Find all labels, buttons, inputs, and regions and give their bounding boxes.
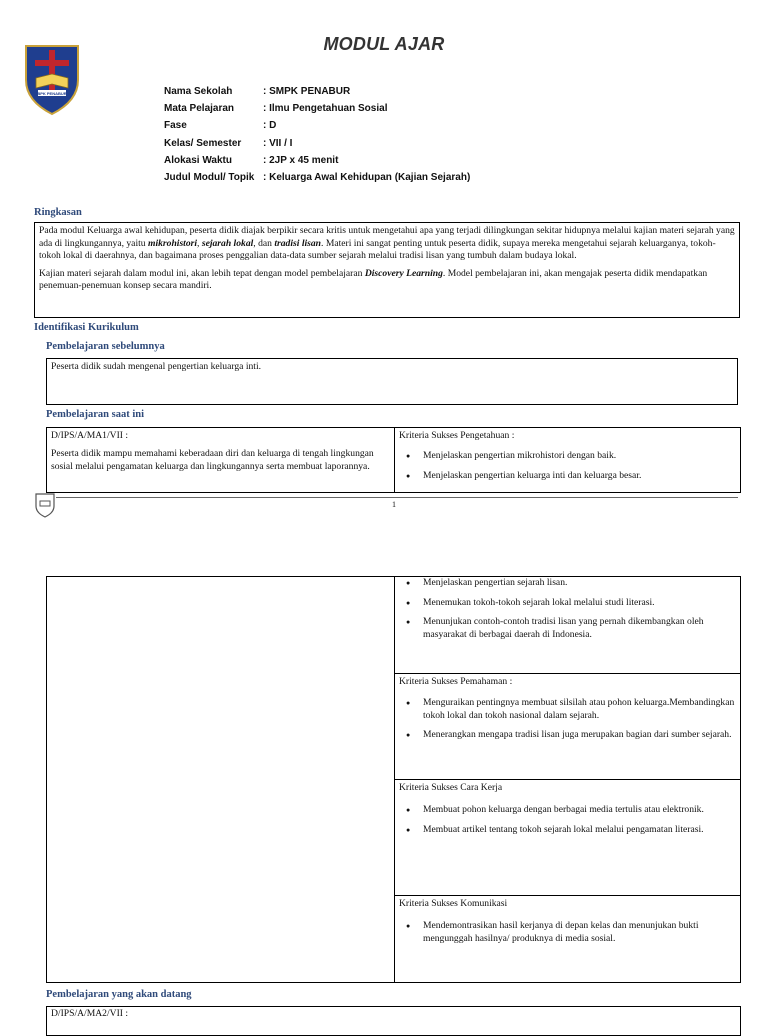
cp-code: D/IPS/A/MA1/VII : xyxy=(51,430,129,441)
pembelajaran-sebelumnya-heading: Pembelajaran sebelumnya xyxy=(46,341,165,352)
list-item: ● Menunjukan contoh-contoh tradisi lisan yang pernah dikembangkan oleh masyarakat di berbagai daerah di Indonesia. xyxy=(399,616,736,641)
kriteria-komunikasi-list xyxy=(399,920,736,945)
akan-datang-code: D/IPS/A/MA2/VII : xyxy=(51,1008,129,1019)
kriteria-pengetahuan-cell xyxy=(395,428,740,492)
kriteria-pemahaman-heading: Kriteria Sukses Pemahaman : xyxy=(399,676,513,687)
ringkasan-box xyxy=(34,222,740,318)
pembelajaran-saat-ini-heading: Pembelajaran saat ini xyxy=(46,409,144,420)
module-info xyxy=(164,83,470,186)
cp-cell xyxy=(47,428,395,492)
kriteria-pemahaman-cell xyxy=(395,673,740,779)
kriteria-komunikasi-heading: Kriteria Sukses Komunikasi xyxy=(399,898,508,909)
info-row-phase: Fase : D xyxy=(164,120,277,132)
list-item: ● Menemukan tokoh-tokoh sejarah lokal melalui studi literasi. xyxy=(399,597,736,610)
kriteria-pengetahuan-list-2 xyxy=(399,577,736,641)
list-item: ● Menjelaskan pengertian keluarga inti dan keluarga besar. xyxy=(399,470,736,483)
page-number: 1 xyxy=(392,500,396,509)
list-item: ● Menjelaskan pengertian sejarah lisan. xyxy=(399,577,736,590)
kriteria-pengetahuan-continued xyxy=(395,577,740,673)
ringkasan-paragraph-2: Kajian materi sejarah dalam modul ini, akan lebih tepat dengan model pembelajaran Discovery Learning. Model pembelajaran ini, akan mengajak peserta didik mendapatkan penemuan-penemuan konsep secara mandiri. xyxy=(39,267,708,292)
info-row-topic: Judul Modul/ Topik : Keluarga Awal Kehidupan (Kajian Sejarah) xyxy=(164,172,471,184)
pembelajaran-saat-ini-table-continued xyxy=(46,576,741,983)
kriteria-pemahaman-list xyxy=(399,697,736,742)
info-row-school: Nama Sekolah : SMPK PENABUR xyxy=(164,86,351,97)
pembelajaran-saat-ini-table xyxy=(46,427,741,493)
list-item: ● Membuat artikel tentang tokoh sejarah lokal melalui pengamatan literasi. xyxy=(399,824,736,837)
kriteria-komunikasi-cell xyxy=(395,895,740,982)
kriteria-cara-kerja-list xyxy=(399,804,736,836)
pembelajaran-akan-datang-heading: Pembelajaran yang akan datang xyxy=(46,989,192,1000)
school-shield-logo xyxy=(20,40,84,116)
kriteria-cara-kerja-cell xyxy=(395,779,740,895)
pembelajaran-sebelumnya-box xyxy=(46,358,738,405)
list-item: ● Mendemontrasikan hasil kerjanya di depan kelas dan menunjukan bukti mengunggah hasilnya/ produknya di media sosial. xyxy=(399,920,736,945)
footer-rule xyxy=(56,497,738,498)
ringkasan-paragraph-1: Pada modul Keluarga awal kehidupan, peserta didik diajak berpikir secara kritis untuk mengetahui apa yang terjadi dilingkungan sekitar hidupnya melalui kajian materi sejarah yang ada di lingkungannya, yaitu mikrohistori, sejarah lokal, dan tradisi lisan. Materi ini sangat penting untuk peserta didik, supaya mereka mengetahui sejarah keluarganya, tokoh-tokoh lokal di daerahnya, dan bagaimana proses penggalian data-data sumber sejarah melalui tradisi lisan yang tumbuh dalam budaya lokal. xyxy=(39,225,735,262)
info-row-subject: Mata Pelajaran : Ilmu Pengetahuan Sosial xyxy=(164,103,388,115)
info-row-time: Alokasi Waktu : 2JP x 45 menit xyxy=(164,154,339,166)
kriteria-pengetahuan-list xyxy=(399,450,736,482)
kriteria-pengetahuan-heading: Kriteria Sukses Pengetahuan : xyxy=(399,430,515,441)
svg-text:BPK PENABUR: BPK PENABUR xyxy=(37,91,67,96)
identifikasi-heading: Identifikasi Kurikulum xyxy=(34,322,139,333)
cp-description: Peserta didik mampu memahami keberadaan diri dan keluarga di tengah lingkungan sosial melalui pengamatan keluarga dan lingkungannya serta membuat laporannya. xyxy=(51,448,374,472)
footer-logo-icon xyxy=(34,492,56,518)
ringkasan-heading: Ringkasan xyxy=(34,207,82,218)
list-item: ● Menguraikan pentingnya membuat silsilah atau pohon keluarga.Membandingkan tokoh lokal dan tokoh nasional dalam sejarah. xyxy=(399,697,736,722)
document-title: MODUL AJAR xyxy=(323,34,445,54)
info-row-class: Kelas/ Semester : VII / I xyxy=(164,137,293,149)
pembelajaran-sebelumnya-text: Peserta didik sudah mengenal pengertian keluarga inti. xyxy=(51,361,262,372)
list-item: ● Menjelaskan pengertian mikrohistori dengan baik. xyxy=(399,450,736,463)
list-item: ● Membuat pohon keluarga dengan berbagai media tertulis atau elektronik. xyxy=(399,804,736,817)
list-item: ● Menerangkan mengapa tradisi lisan juga merupakan bagian dari sumber sejarah. xyxy=(399,729,736,742)
kriteria-cara-kerja-heading: Kriteria Sukses Cara Kerja xyxy=(399,782,503,793)
pembelajaran-akan-datang-box xyxy=(46,1006,741,1036)
